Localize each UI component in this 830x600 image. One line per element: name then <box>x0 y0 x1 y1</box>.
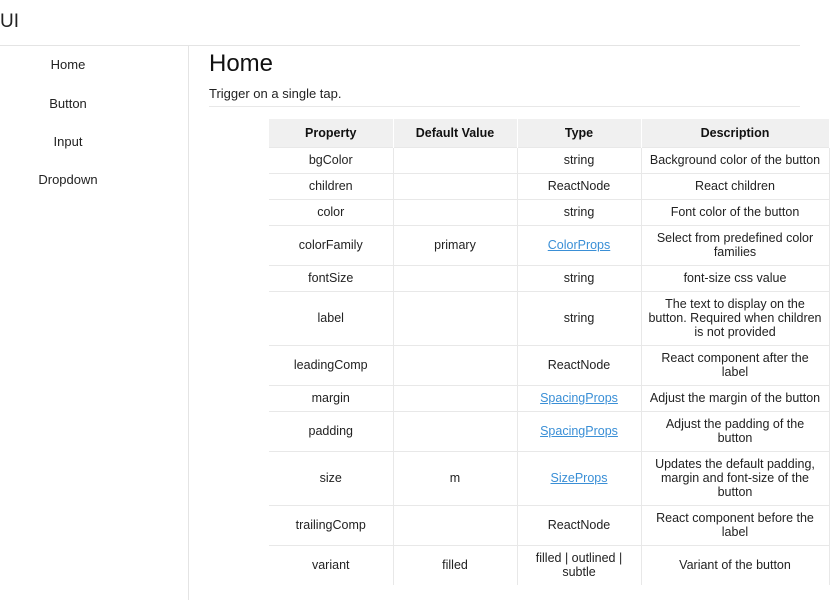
table-row <box>269 345 829 385</box>
page-subtitle: Trigger on a single tap. <box>209 86 342 101</box>
cell-property: variant <box>269 545 393 585</box>
type-link[interactable]: ColorProps <box>547 238 611 252</box>
cell-description: Adjust the padding of the button <box>641 411 829 451</box>
table-row <box>269 225 829 265</box>
table-row <box>269 291 829 345</box>
cell-description: Select from predefined color families <box>641 225 829 265</box>
cell-property: fontSize <box>269 265 393 291</box>
cell-type: ReactNode <box>517 505 641 545</box>
sidebar-item-input[interactable]: Input <box>53 134 83 149</box>
cell-property: bgColor <box>269 147 393 173</box>
top-bar <box>0 0 800 46</box>
divider <box>209 106 800 107</box>
cell-description: font-size css value <box>641 265 829 291</box>
cell-default-value <box>393 173 517 199</box>
cell-description: Background color of the button <box>641 147 829 173</box>
cell-property: padding <box>269 411 393 451</box>
cell-default-value <box>393 291 517 345</box>
page-title: Home <box>209 50 274 77</box>
table-row <box>269 173 829 199</box>
table-row <box>269 147 829 173</box>
cell-description: Updates the default padding, margin and font-size of the button <box>641 451 829 505</box>
cell-default-value <box>393 345 517 385</box>
header-type: Type <box>517 119 641 147</box>
cell-default-value: primary <box>393 225 517 265</box>
cell-description: Variant of the button <box>641 545 829 585</box>
table-header-row <box>269 119 829 147</box>
header-description: Description <box>641 119 829 147</box>
cell-property: children <box>269 173 393 199</box>
sidebar-item-home[interactable]: Home <box>50 57 86 72</box>
cell-description: Font color of the button <box>641 199 829 225</box>
cell-default-value <box>393 411 517 451</box>
cell-type <box>517 385 641 411</box>
cell-property: trailingComp <box>269 505 393 545</box>
cell-property: margin <box>269 385 393 411</box>
cell-default-value <box>393 385 517 411</box>
cell-type: ReactNode <box>517 173 641 199</box>
table-row <box>269 411 829 451</box>
type-link[interactable]: SpacingProps <box>540 424 618 438</box>
cell-property: colorFamily <box>269 225 393 265</box>
cell-type: string <box>517 199 641 225</box>
table-row <box>269 199 829 225</box>
cell-property: size <box>269 451 393 505</box>
sidebar-item-dropdown[interactable]: Dropdown <box>38 172 98 187</box>
cell-default-value <box>393 199 517 225</box>
cell-default-value <box>393 147 517 173</box>
cell-type <box>517 451 641 505</box>
cell-default-value <box>393 505 517 545</box>
cell-default-value <box>393 265 517 291</box>
cell-property: leadingComp <box>269 345 393 385</box>
cell-description: React children <box>641 173 829 199</box>
cell-type: filled | outlined | subtle <box>517 545 641 585</box>
cell-property: color <box>269 199 393 225</box>
sidebar-item-button[interactable]: Button <box>49 96 87 111</box>
main-content <box>189 46 822 600</box>
cell-default-value: filled <box>393 545 517 585</box>
header-default-value: Default Value <box>393 119 517 147</box>
table-row <box>269 545 829 585</box>
cell-description: The text to display on the button. Required when children is not provided <box>641 291 829 345</box>
cell-type <box>517 411 641 451</box>
props-table <box>269 119 830 585</box>
table-body <box>269 147 829 585</box>
sidebar <box>0 46 189 600</box>
cell-description: React component after the label <box>641 345 829 385</box>
cell-property: label <box>269 291 393 345</box>
table-row <box>269 385 829 411</box>
table-row <box>269 265 829 291</box>
table-row <box>269 451 829 505</box>
table-row <box>269 505 829 545</box>
cell-description: React component before the label <box>641 505 829 545</box>
cell-description: Adjust the margin of the button <box>641 385 829 411</box>
cell-type <box>517 225 641 265</box>
app-brand[interactable]: UI <box>0 11 19 32</box>
header-property: Property <box>269 119 393 147</box>
type-link[interactable]: SizeProps <box>550 471 608 485</box>
cell-type: ReactNode <box>517 345 641 385</box>
type-link[interactable]: SpacingProps <box>540 391 618 405</box>
cell-type: string <box>517 265 641 291</box>
cell-default-value: m <box>393 451 517 505</box>
cell-type: string <box>517 147 641 173</box>
cell-type: string <box>517 291 641 345</box>
